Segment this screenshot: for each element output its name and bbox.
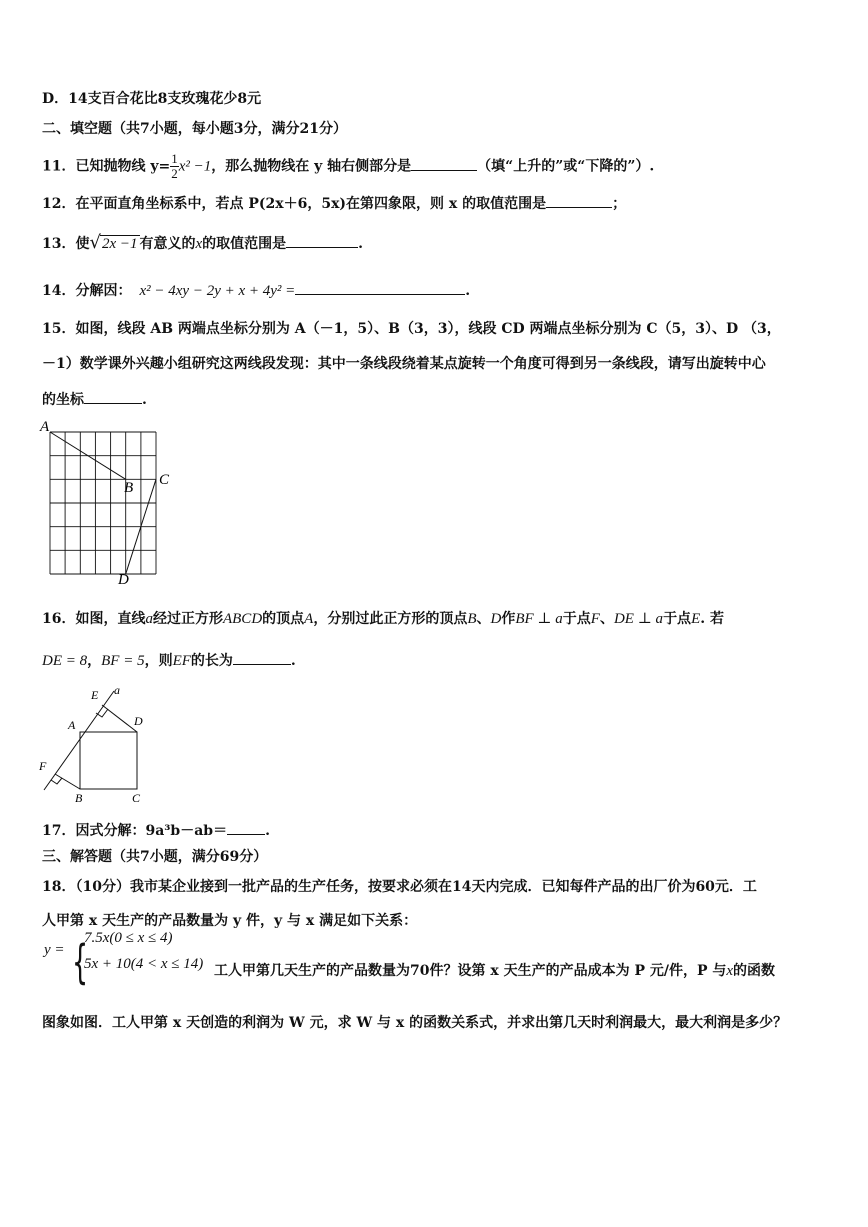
point-label-d: D — [118, 572, 129, 588]
point-label-a: A — [68, 718, 76, 732]
line-label-a: a — [114, 683, 120, 697]
right-angle-e — [96, 709, 108, 717]
q18-case-1: 7.5x(0 ≤ x ≤ 4) — [84, 930, 173, 946]
q12-answer-blank[interactable] — [546, 193, 612, 208]
q18-line-3b: 的函数 — [733, 963, 776, 979]
q16-var-a: a — [145, 611, 153, 627]
point-label-e: E — [91, 688, 99, 702]
point-label-c: C — [132, 791, 141, 805]
q16-text-b: 经过正方形 — [152, 611, 223, 627]
point-label-b: B — [124, 480, 134, 496]
q14-prefix: 14．分解因： — [42, 283, 132, 299]
q16-text-g: 于点 — [562, 611, 591, 627]
brace-icon: { — [72, 935, 89, 989]
question-15-line-3 — [42, 389, 147, 409]
question-17 — [42, 820, 270, 840]
q16-var-E: E — [691, 611, 701, 627]
q15-grid-figure — [36, 418, 186, 588]
section-header-solve: 三、解答题（共7小题，满分69分） — [42, 849, 268, 865]
q12-text: 12．在平面直角坐标系中，若点 P(2x＋6，5x)在第四象限，则 x 的取值范围是 — [42, 196, 547, 212]
q16-square-name: ABCD — [222, 611, 263, 627]
q16-text-a: 16．如图，直线 — [42, 611, 146, 627]
q16-text-line2-b: ，则 — [144, 653, 173, 669]
q16-text-h: 、 — [599, 611, 614, 627]
point-label-b: B — [75, 791, 83, 805]
question-15-line-2: －1）数学课外兴趣小组研究这两线段发现：其中一条线段绕着某点旋转一个角度可得到另一条线段，请写出旋转中心 — [42, 356, 766, 372]
q11-frac-numerator: 1 — [171, 151, 178, 166]
q18-var-x: x — [726, 963, 734, 979]
q16-var-F: F — [590, 611, 600, 627]
q16-ef: EF — [172, 653, 191, 669]
q16-text-d: ，分别过此正方形的顶点 — [313, 611, 468, 627]
q13-radicand: 2x −1 — [101, 236, 138, 252]
point-label-a: A — [40, 419, 50, 435]
point-label-d: D — [134, 714, 143, 728]
point-label-f: F — [39, 759, 47, 773]
question-18-line-3 — [214, 962, 775, 980]
question-15-line-1: 15．如图，线段 AB 两端点坐标分别为 A（－1，5）、B（3，3），线段 CD 两端点坐标分别为 C（5，3）、D （3， — [42, 321, 781, 337]
q17-text: 17．因式分解：9a³b－ab＝ — [42, 823, 228, 839]
question-16-line-1 — [42, 610, 724, 628]
question-11 — [42, 152, 654, 181]
q16-de-perp: DE ⊥ a — [613, 611, 664, 627]
q16-de-value: DE = 8 — [42, 653, 88, 669]
q16-bf-perp: BF ⊥ a — [515, 611, 563, 627]
q16-answer-blank[interactable] — [233, 650, 291, 665]
q11-fraction — [170, 152, 179, 181]
segment-de — [102, 705, 137, 732]
q16-comma: ， — [87, 653, 102, 669]
q13-end: . — [358, 236, 364, 252]
point-label-c: C — [159, 472, 170, 488]
q13-answer-blank[interactable] — [286, 233, 358, 248]
q16-end: . — [290, 653, 296, 669]
q14-answer-blank[interactable] — [295, 280, 465, 295]
q14-expression: x² − 4xy − 2y + x + 4y² = — [139, 283, 296, 299]
q18-line-3a: 工人甲第几天生产的产品数量为70件？设第 x 天生产的产品成本为 P 元/件，P 与 — [214, 963, 727, 979]
q16-text-e: 、 — [476, 611, 491, 627]
question-18-line-4: 图象如图．工人甲第 x 天创造的利润为 W 元，求 W 与 x 的函数关系式，并求出第几天时利润最大，最大利润是多少？ — [42, 1015, 788, 1031]
q11-mid: ，那么抛物线在 y 轴右侧部分是 — [211, 158, 412, 175]
question-18-line-2: 人甲第 x 天生产的产品数量为 y 件，y 与 x 满足如下关系： — [42, 913, 418, 929]
q11-answer-blank[interactable] — [411, 156, 477, 171]
q16-var-B: B — [467, 611, 477, 627]
q16-text-line2-c: 的长为 — [190, 653, 233, 669]
q18-y-equals: y = — [44, 942, 65, 958]
q16-square-figure — [36, 680, 156, 810]
grid-lines — [50, 432, 156, 574]
q11-suffix: （填“上升的”或“下降的”）. — [477, 158, 655, 175]
q16-text-c: 的顶点 — [262, 611, 305, 627]
right-angle-f — [51, 778, 62, 784]
q16-text-j: . 若 — [700, 611, 724, 627]
q13-suffix: 的取值范围是 — [202, 236, 287, 252]
question-14 — [42, 280, 470, 300]
option-d: D．14支百合花比8支玫瑰花少8元 — [42, 91, 262, 107]
q18-case-2: 5x + 10(4 < x ≤ 14) — [84, 956, 204, 972]
q15-line-3-text: 的坐标 — [42, 392, 84, 408]
q16-text-i: 于点 — [663, 611, 692, 627]
sqrt-icon: √ — [89, 232, 101, 253]
q13-prefix: 13．使 — [42, 236, 90, 252]
q16-text-f: 作 — [501, 611, 516, 627]
question-13 — [42, 233, 363, 253]
q16-var-D: D — [490, 611, 502, 627]
q17-end: . — [265, 823, 270, 839]
question-12 — [42, 193, 626, 213]
q13-var: x — [195, 236, 203, 252]
q11-prefix: 11．已知抛物线 y= — [42, 158, 171, 175]
q16-var-A: A — [304, 611, 314, 627]
q15-answer-blank[interactable] — [84, 389, 142, 404]
q15-end: . — [142, 392, 147, 408]
question-18-line-1: 18．（10分）我市某企业接到一批产品的生产任务，按要求必须在14天内完成．已知每件产品的出厂价为60元．工 — [42, 879, 757, 895]
question-16-line-2 — [42, 650, 296, 670]
q16-bf-value: BF = 5 — [101, 653, 145, 669]
q11-expression: x² −1 — [178, 158, 212, 175]
q17-answer-blank[interactable] — [227, 820, 265, 835]
q11-frac-denominator: 2 — [171, 166, 178, 181]
q12-suffix: ； — [612, 196, 627, 212]
q14-end: . — [465, 283, 471, 299]
q13-mid: 有意义的 — [139, 236, 196, 252]
square-abcd — [80, 732, 137, 789]
section-header-fill-in: 二、填空题（共7小题，每小题3分，满分21分） — [42, 121, 347, 137]
